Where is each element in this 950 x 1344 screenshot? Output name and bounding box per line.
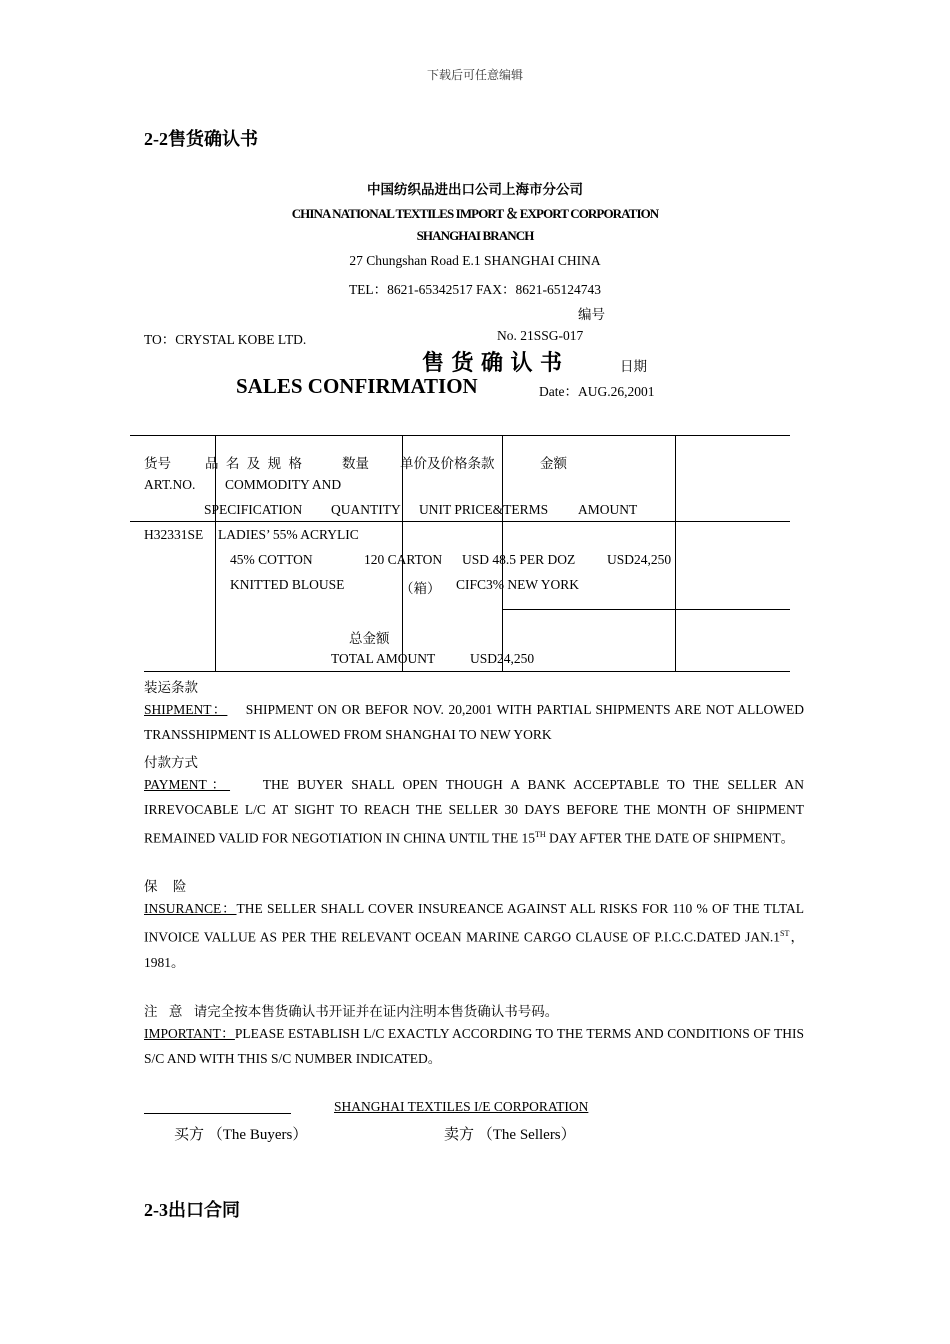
th-price-en: UNIT PRICE&TERMS	[419, 502, 549, 517]
th-price-cn: 单价及价格条款	[400, 456, 495, 471]
th-art-en: ART.NO.	[144, 477, 196, 492]
total-label-en: TOTAL AMOUNT	[331, 651, 436, 666]
title-en: SALES CONFIRMATION	[236, 374, 478, 398]
payment-label-en: PAYMENT：	[144, 777, 231, 792]
important-note-cn: 注 意 请完全按本售货确认书开证并在证内注明本售货确认书号码。	[144, 1004, 559, 1019]
section-title-2-2: 2-2售货确认书	[144, 129, 258, 149]
table-header-border	[130, 521, 790, 522]
date-label-cn: 日期	[620, 359, 647, 374]
td-amount: USD24,250	[607, 552, 672, 567]
insurance-clause	[144, 896, 804, 975]
important-label-en: IMPORTANT：	[144, 1026, 235, 1041]
important-text: PLEASE ESTABLISH L/C EXACTLY ACCORDING TO THE TERMS AND CONDITIONS OF THIS S/C AND WITH THIS S/C NUMBER INDICATED。	[144, 1026, 804, 1066]
payment-text-2: DAY AFTER THE DATE OF SHIPMENT。	[545, 830, 795, 846]
shipment-label-cn: 装运条款	[144, 680, 198, 695]
td-art: H32331SE	[144, 527, 204, 542]
to-buyer: TO：CRYSTAL KOBE LTD.	[144, 332, 307, 347]
total-value: USD24,250	[470, 651, 535, 666]
insurance-label-en: INSURANCE：	[144, 901, 237, 916]
page-header: 下载后可任意编辑	[426, 68, 523, 82]
number-label-cn: 编号	[578, 307, 605, 322]
section-title-2-3: 2-3出口合同	[144, 1200, 240, 1220]
shipment-clause	[144, 697, 804, 747]
th-amount-cn: 金额	[540, 456, 567, 471]
table-inner-border	[503, 609, 790, 610]
th-quantity-cn: 数量	[342, 456, 369, 471]
buyers-label: 买方 （The Buyers）	[174, 1127, 308, 1143]
insurance-sup: ST	[780, 929, 790, 938]
th-commodity-cn: 品 名 及 规 格	[205, 456, 304, 471]
sellers-label: 卖方 （The Sellers）	[444, 1127, 576, 1143]
th-amount-en: AMOUNT	[578, 502, 638, 517]
doc-date: Date：AUG.26,2001	[539, 384, 655, 399]
insurance-label-cn: 保 险	[144, 879, 193, 894]
total-label-cn: 总金额	[349, 631, 390, 646]
td-desc-1: LADIES’ 55% ACRYLIC	[218, 527, 359, 542]
payment-label-cn: 付款方式	[144, 755, 198, 770]
company-tel-fax: TEL：8621-65342517 FAX：8621-65124743	[348, 282, 602, 297]
doc-number: No. 21SSG-017	[497, 328, 584, 343]
company-name-cn: 中国纺织品进出口公司上海市分公司	[367, 182, 583, 197]
td-quantity: 120 CARTON	[364, 552, 443, 567]
insurance-text-2: ，1981。	[144, 929, 805, 970]
table-bottom-border	[144, 671, 790, 672]
company-address: 27 Chungshan Road E.1 SHANGHAI CHINA	[349, 253, 601, 268]
title-cn: 售 货 确 认 书	[422, 350, 564, 375]
seller-company: SHANGHAI TEXTILES I/E CORPORATION	[334, 1099, 589, 1114]
td-desc-3: KNITTED BLOUSE	[230, 577, 345, 592]
td-price: USD 48.5 PER DOZ	[462, 552, 576, 567]
td-quantity-unit: （箱）	[400, 581, 441, 596]
table-top-border	[130, 435, 790, 436]
insurance-text-1: THE SELLER SHALL COVER INSUREANCE AGAINST ALL RISKS FOR 110 % OF THE TLTAL INVOICE VALLUE AS PER THE RELEVANT OCEAN MARINE CARGO CLAUSE OF P.I.C.C.DATED JAN.1	[144, 901, 804, 945]
th-quantity-en: QUANTITY	[331, 502, 401, 517]
payment-text-1: THE BUYER SHALL OPEN THOUGH A BANK ACCEPTABLE TO THE SELLER AN IRREVOCABLE L/C AT SIGHT TO REACH THE SELLER 30 DAYS BEFORE THE MONTH OF SHIPMENT REMAINED VALID FOR NEGOTIATION IN CHINA UNTIL THE 15	[144, 777, 804, 846]
table-col-divider-4	[675, 435, 676, 671]
shipment-text: SHIPMENT ON OR BEFOR NOV. 20,2001 WITH PARTIAL SHIPMENTS ARE NOT ALLOWED TRANSSHIPMENT IS ALLOWED FROM SHANGHAI TO NEW YORK	[144, 702, 804, 742]
company-name-en: CHINA NATIONAL TEXTILES IMPORT ＆ EXPORT CORPORATION	[291, 206, 659, 221]
payment-sup: TH	[534, 830, 546, 839]
th-commodity-en-2: SPECIFICATION	[204, 502, 303, 517]
payment-clause	[144, 772, 804, 851]
company-branch: SHANGHAI BRANCH	[416, 228, 534, 243]
th-art-cn: 货号	[144, 456, 171, 471]
th-commodity-en-1: COMMODITY AND	[225, 477, 342, 492]
important-clause	[144, 1021, 804, 1071]
td-price-terms: CIFC3% NEW YORK	[456, 577, 580, 592]
shipment-label-en: SHIPMENT：	[144, 702, 228, 717]
td-desc-2: 45% COTTON	[230, 552, 313, 567]
buyer-signature-line	[144, 1113, 291, 1114]
